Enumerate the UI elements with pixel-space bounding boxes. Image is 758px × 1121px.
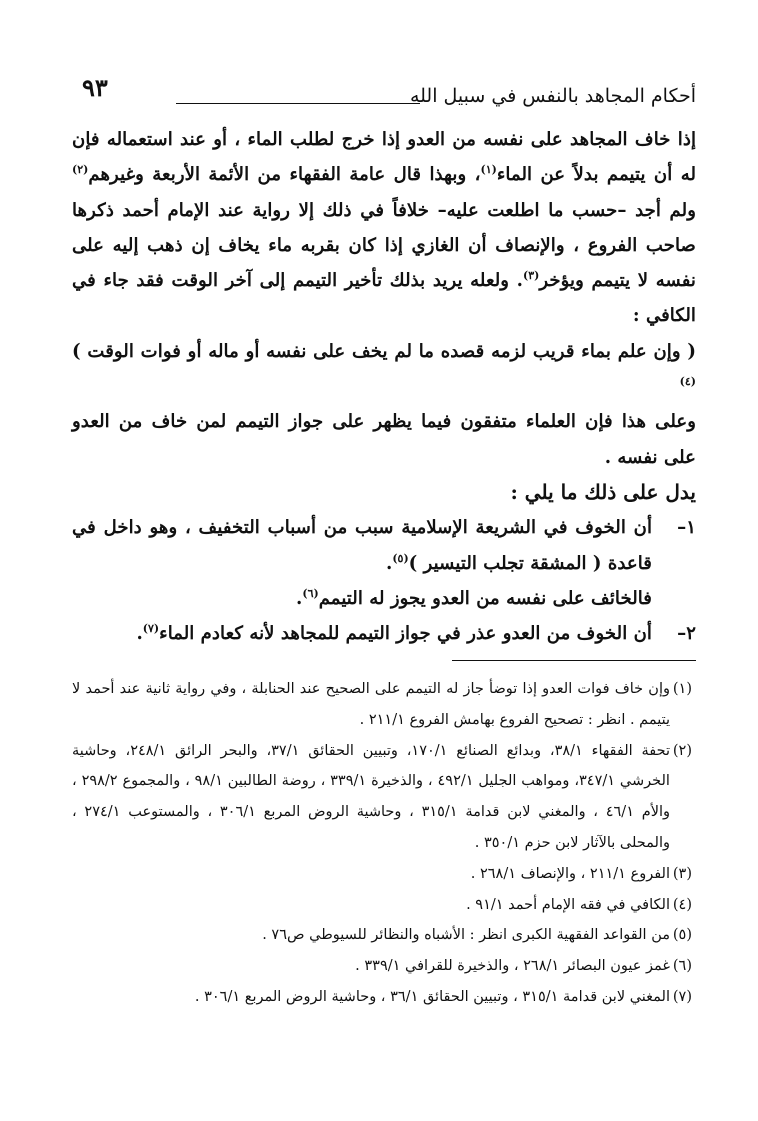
footnote-ref-3: (٣) (523, 269, 540, 283)
footnote-number: (١) (672, 681, 692, 697)
item-text: أن الخوف في الشريعة الإسلامية سبب من أسباب التخفيف ، وهو داخل في قاعدة ( المشقة تجلب التيسير )$^{(٥)}$. (72, 517, 652, 574)
paragraph-2: وعلى هذا فإن العلماء متفقون فيما يظهر على جواز التيمم لمن خاف من العدو على نفسه . (72, 411, 696, 468)
footnote-number: (٢) (672, 742, 692, 759)
footnote-ref-7: (٧) (142, 622, 160, 636)
paragraph-1-part-1: إذا خاف المجاهد على نفسه من العدو إذا خرج لطلب الماء ، أو عند استعماله فإن له أن يتيمم بدلاً عن الماء (72, 129, 696, 186)
footnote (72, 736, 692, 859)
paragraph-1-part-4: . ولعله يريد بذلك تأخير التيمم إلى آخر الوقت فقد جاء في الكافي : (72, 270, 696, 327)
footnote (72, 890, 692, 921)
footnote (72, 920, 692, 951)
footnotes (72, 674, 692, 1013)
footnote-text: وإن خاف فوات العدو إذا توضأ جاز له التيمم على الصحيح عند الحنابلة ، وفي رواية ثانية عند أحمد لا يتيمم . انظر : تصحيح الفروع بهامش الفروع ٢١١/١ . (72, 681, 670, 728)
footnote (72, 982, 692, 1013)
footnote-number: (٥) (672, 927, 692, 944)
footnote-ref-2: (٢) (72, 163, 89, 177)
footnote-ref-6: (٦) (302, 586, 319, 600)
footnote-ref-4: (٤) (679, 375, 696, 389)
footnote-number: (٦) (672, 958, 692, 975)
paragraph-1-part-3: ولم أجد –حسب ما اطلعت عليه– خلافاً في ذلك إلا رواية عند الإمام أحمد ذكرها صاحب الفروع ، والإنصاف أن الغازي إذا كان بقربه ماء يخاف إن ذهب إليه على نفسه لا يتيمم ويؤخر (72, 199, 696, 292)
evidence-item-1 (72, 510, 696, 581)
footnote-number: (٧) (672, 988, 692, 1005)
page-number: ٩٣ (82, 73, 108, 102)
footnote-text: تحفة الفقهاء ٣٨/١، وبدائع الصنائع ١٧٠/١، وتبيين الحقائق ٣٧/١، والبحر الرائق ٢٤٨/١، وحاشية الخرشي ٣٤٧/١، ومواهب الجليل ٤٩٢/١ ، والذخيرة ٣٣٩/١ ، روضة الطالبين ٩٨/١ ، والمجموع ٢٩٨/٢ ، والأم ٤٦/١ ، والمغني لابن قدامة ٣١٥/١ ، وحاشية الروض المربع ٣٠٦/١ ، والمستوعب ٢٧٤/١ ، والمحلى بالآثار لابن حزم ٣٥٠/١ . (72, 742, 671, 851)
footnote-text: من القواعد الفقهية الكبرى انظر : الأشباه والنظائر للسيوطي ص٧٦ . (262, 927, 670, 944)
body-text (72, 122, 696, 651)
evidence-item-2 (72, 616, 696, 651)
quotation (72, 334, 696, 405)
footnote-text: المغني لابن قدامة ٣١٥/١ ، وتبيين الحقائق ٣٦/١ ، وحاشية الروض المربع ٣٠٦/١ . (194, 988, 670, 1005)
footnote-number: (٣) (672, 865, 692, 882)
header-rule (176, 103, 420, 104)
evidence-item-1-continuation: فالخائف على نفسه من العدو يجوز له التيمم$^{(٦)}$. (296, 586, 652, 609)
running-title: أحكام المجاهد بالنفس في سبيل الله (409, 85, 696, 107)
evidence-heading: يدل على ذلك ما يلي : (510, 479, 696, 504)
footnote-number: (٤) (672, 896, 692, 913)
item-2-text: أن الخوف من العدو عذر في جواز التيمم للمجاهد لأنه كعادم الماء (159, 623, 652, 645)
footnote (72, 859, 692, 890)
quotation-text: ( وإن علم بماء قريب لزمه قصده ما لم يخف على نفسه أو ماله أو فوات الوقت ) (72, 340, 696, 362)
item-1-continuation-text: فالخائف على نفسه من العدو يجوز له التيمم (318, 587, 652, 609)
paragraph-1-part-2: ، وبهذا قال عامة الفقهاء من الأئمة الأربعة وغيرهم (88, 164, 481, 186)
item-1-text: أن الخوف في الشريعة الإسلامية سبب من أسباب التخفيف ، وهو داخل في قاعدة ( المشقة تجلب التيسير ) (72, 517, 652, 574)
footnote-ref-5: (٥) (392, 551, 409, 565)
paragraph-1 (72, 122, 696, 334)
item-number: ١– (677, 517, 696, 539)
footnote (72, 951, 692, 982)
footnote-text: غمز عيون البصائر ٢٦٨/١ ، والذخيرة للقرافي ٣٣٩/١ . (355, 958, 670, 975)
page-header (72, 72, 696, 112)
item-number: ٢– (677, 623, 696, 645)
footnote-text: الكافي في فقه الإمام أحمد ٩١/١ . (466, 896, 670, 913)
footnote-text: الفروع ٢١١/١ ، والإنصاف ٢٦٨/١ . (470, 865, 670, 882)
item-text: أن الخوف من العدو عذر في جواز التيمم للمجاهد لأنه كعادم الماء$^{(٧)}$. (136, 622, 652, 645)
footnote-ref-1: (١) (480, 163, 497, 177)
footnote (72, 674, 692, 736)
footnote-separator (452, 660, 696, 661)
